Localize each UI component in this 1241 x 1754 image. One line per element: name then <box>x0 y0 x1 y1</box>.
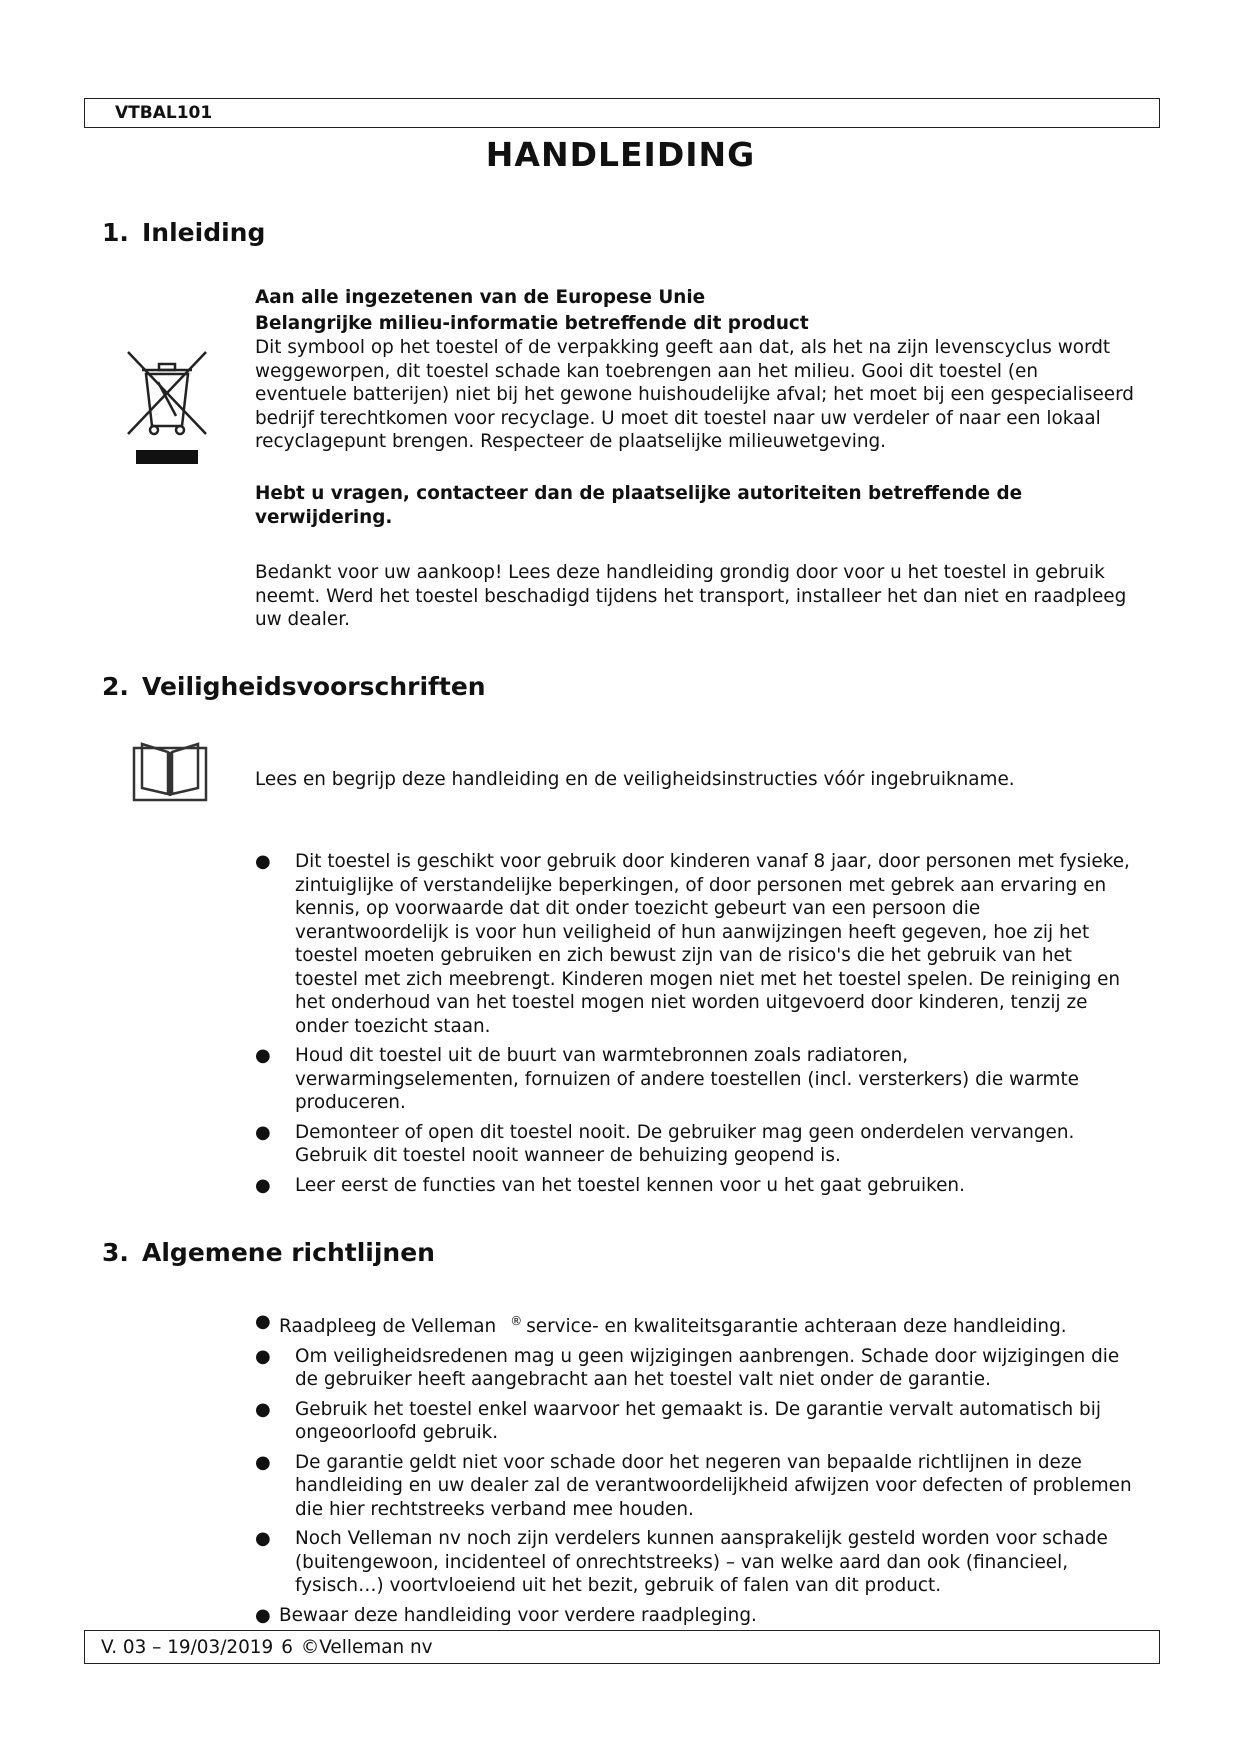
list-item: ● De garantie geldt niet voor schade door het negeren van bepaalde richtlijnen in deze handleiding en uw dealer zal de verantwoordelijkheid afwijzen voor defecten of problemen die hier rechtstreeks verband mee houden. <box>255 1451 1132 1520</box>
section-title: Algemene richtlijnen <box>142 1238 435 1267</box>
list-item: ● Om veiligheidsredenen mag u geen wijzigingen aanbrengen. Schade door wijzigingen die de gebruiker heeft aangebracht aan het toestel valt niet onder de garantie. <box>255 1345 1120 1391</box>
list-item: ● Noch Velleman nv noch zijn verdelers kunnen aansprakelijk gesteld worden voor schade (buitengewoon, incidenteel of onrechtstreeks) – van welke aard dan ook (financieel, fysisch…) voortvloeiend uit het bezit, gebruik of falen van dit product. <box>255 1528 1108 1597</box>
header-bar <box>84 98 1160 128</box>
environment-heading: Belangrijke milieu-informatie betreffende dit product <box>255 313 809 334</box>
list-item: ● Demonteer of open dit toestel nooit. De gebruiker mag geen onderdelen vervangen. Gebruik dit toestel nooit wanneer de behuizing geopend is. <box>255 1121 1075 1166</box>
section-heading-safety <box>102 672 486 701</box>
list-item: ● Leer eerst de functies van het toestel kennen voor u het gaat gebruiken. <box>255 1174 965 1196</box>
list-item: ● Bewaar deze handleiding voor verdere raadpleging. <box>255 1604 757 1626</box>
bullet-icon: ● <box>255 1174 271 1196</box>
bullet-icon: ● <box>255 1604 271 1626</box>
list-item: ● Houd dit toestel uit de buurt van warmtebronnen zoals radiatoren, verwarmingselementen, fornuizen of andere toestellen (incl. versterkers) die warmte produceren. <box>255 1045 1079 1113</box>
product-code: VTBAL101 <box>115 103 213 123</box>
list-item: ● Gebruik het toestel enkel waarvoor het gemaakt is. De garantie vervalt automatisch bij ongeoorloofd gebruik. <box>255 1398 1101 1444</box>
section-number: 1. <box>102 218 129 247</box>
registered-mark: ® <box>510 1314 523 1328</box>
read-manual-icon <box>132 740 208 802</box>
document-title: HANDLEIDING <box>485 135 756 174</box>
general-list <box>255 1310 1135 1633</box>
read-manual-text: Lees en begrijp deze handleiding en de veiligheidsinstructies vóór ingebruikname. <box>255 769 1015 790</box>
footer-copyright: ©Velleman nv <box>300 1637 433 1658</box>
list-item: ● Dit toestel is geschikt voor gebruik door kinderen vanaf 8 jaar, door personen met fysieke, zintuiglijke of verstandelijke beperkingen, of door personen met gebrek aan ervaring en kennis, op voorwaarde dat dit onder toezicht gebeurt van een persoon die verantwoordelijk is voor hun veiligheid of hun aanwijzingen heeft gegeven, hoe zij het toestel moeten gebruiken en zich bewust zijn van de risico's die het gebruik van het toestel met zich meebrengt. Kinderen mogen niet met het toestel spelen. De reiniging en het onderhoud van het toestel mogen niet worden uitgevoerd door kinderen, tenzij ze onder toezicht staan. <box>255 851 1130 1037</box>
bullet-icon: ● <box>255 1345 271 1367</box>
eu-heading: Aan alle ingezetenen van de Europese Unie <box>255 287 706 308</box>
section-title: Inleiding <box>142 218 266 247</box>
page-number: 6 <box>281 1637 293 1658</box>
weee-bin-icon <box>126 350 208 466</box>
footer-bar <box>84 1630 1160 1664</box>
section-number: 3. <box>102 1238 129 1267</box>
contact-text: Hebt u vragen, contacteer dan de plaatselijke autoriteiten betreffende de verwijdering. <box>255 483 1023 528</box>
section-heading-general <box>102 1238 435 1267</box>
bullet-icon: ● <box>255 1451 271 1473</box>
weee-text: Dit symbool op het toestel of de verpakking geeft aan dat, als het na zijn levenscyclus wordt weggeworpen, dit toestel schade kan toebrengen aan het milieu. Gooi dit toestel (en eventuele batterijen) niet bij het gewone huishoudelijke afval; het moet bij een gespecialiseerd bedrijf terechtkomen voor recyclage. U moet dit toestel naar uw verdeler of naar een lokaal recyclagepunt brengen. Respecteer de plaatselijke milieuwetgeving. <box>255 337 1134 452</box>
section-title: Veiligheidsvoorschriften <box>142 672 486 701</box>
bullet-icon: ● <box>255 1121 271 1143</box>
bullet-icon: ● <box>255 1398 271 1420</box>
bullet-icon: ● <box>255 851 271 872</box>
footer-text <box>101 1637 441 1658</box>
bullet-icon: ● <box>255 1045 271 1066</box>
section-heading-intro <box>102 218 265 247</box>
bullet-icon: ● <box>255 1311 271 1332</box>
safety-list <box>255 850 1135 1203</box>
list-item: ● Raadpleeg de Velleman ® service- en kwaliteitsgarantie achteraan deze handleiding. <box>255 1311 1067 1338</box>
section-number: 2. <box>102 672 129 701</box>
bullet-icon: ● <box>255 1528 271 1550</box>
thanks-text: Bedankt voor uw aankoop! Lees deze handleiding grondig door voor u het toestel in gebruik neemt. Werd het toestel beschadigd tijdens het transport, installeer het dan niet en raadpleeg uw dealer. <box>255 562 1127 630</box>
footer-version: V. 03 – 19/03/2019 <box>101 1637 274 1658</box>
